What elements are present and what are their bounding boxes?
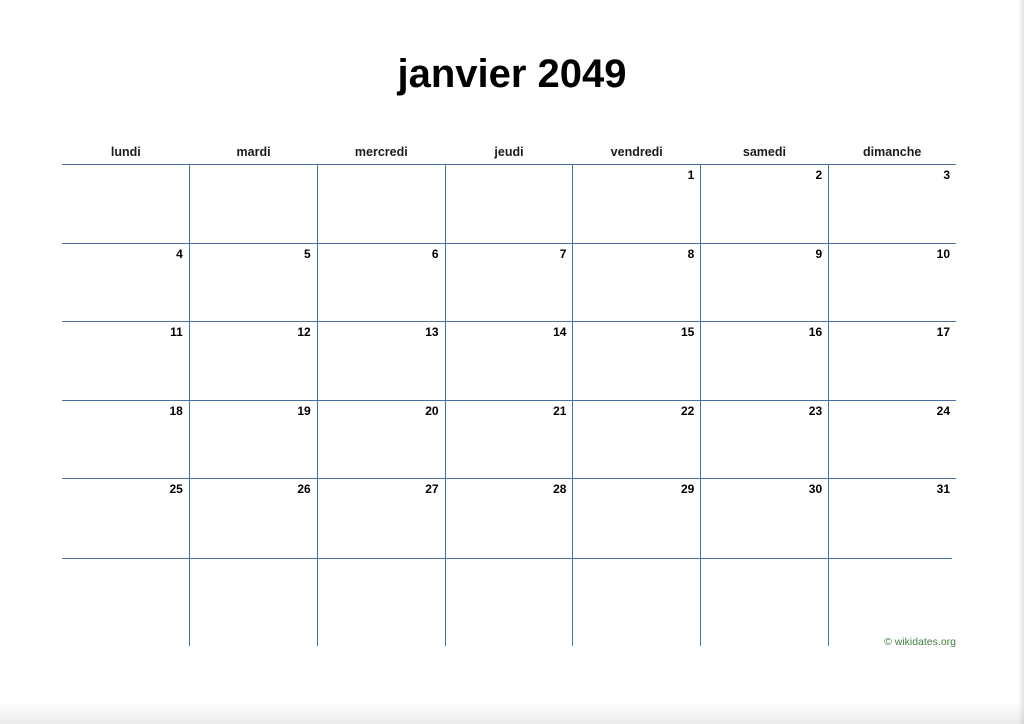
calendar-day-cell[interactable]: [829, 479, 956, 558]
weekday-label-friday: vendredi: [610, 145, 663, 159]
calendar-trailing-top-rule: [62, 558, 952, 559]
day-number: 26: [297, 482, 311, 496]
day-number: 30: [808, 482, 823, 496]
calendar-day-cell[interactable]: [573, 401, 701, 479]
weekday-label-wednesday: mercredi: [354, 145, 408, 159]
day-number: 7: [559, 246, 567, 261]
calendar-trailing-week-row: [62, 558, 956, 646]
calendar-week-row: [62, 165, 956, 244]
source-credit: © wikidates.org: [884, 636, 956, 648]
calendar-day-cell[interactable]: [573, 165, 701, 243]
calendar-day-cell[interactable]: [62, 165, 190, 243]
calendar-week-row: [62, 322, 956, 401]
day-number: 8: [687, 246, 695, 261]
day-number: 15: [680, 325, 695, 339]
calendar-day-cell[interactable]: [62, 401, 190, 479]
calendar-day-cell[interactable]: [446, 244, 574, 322]
calendar-day-cell[interactable]: [318, 322, 446, 400]
calendar-week-row: [62, 244, 956, 323]
day-number: 20: [425, 403, 439, 418]
calendar-day-cell[interactable]: [190, 322, 318, 400]
calendar-grid: [62, 164, 956, 646]
day-number: 6: [431, 246, 439, 261]
calendar-day-cell[interactable]: [190, 479, 318, 558]
calendar-day-cell[interactable]: [573, 322, 701, 400]
calendar-day-cell[interactable]: [701, 244, 829, 322]
calendar-week-row: [62, 479, 956, 558]
day-number: 19: [297, 403, 311, 418]
weekday-label-sunday: dimanche: [862, 145, 922, 159]
day-number: 31: [936, 482, 951, 496]
weekday-label-thursday: jeudi: [494, 145, 524, 159]
calendar-day-cell[interactable]: [62, 322, 190, 400]
day-number: 2: [815, 168, 823, 182]
calendar-day-cell[interactable]: [318, 244, 446, 322]
calendar-day-cell[interactable]: [701, 558, 829, 646]
day-number: 11: [170, 325, 183, 339]
day-number: 4: [176, 246, 183, 261]
calendar-day-cell[interactable]: [446, 165, 574, 243]
weekday-label-monday: lundi: [110, 145, 141, 159]
calendar-day-cell[interactable]: [318, 479, 446, 558]
page-edge-shadow-bottom: [0, 702, 1024, 724]
calendar-week-row: [62, 401, 956, 480]
day-number: 14: [553, 325, 567, 339]
calendar-day-cell[interactable]: [573, 244, 701, 322]
calendar-day-cell[interactable]: [446, 558, 574, 646]
day-number: 21: [553, 403, 567, 418]
day-number: 29: [680, 482, 695, 496]
day-number: 27: [425, 482, 439, 496]
calendar-day-cell[interactable]: [573, 479, 701, 558]
day-number: 24: [936, 403, 951, 418]
day-number: 12: [297, 325, 311, 339]
day-number: 25: [169, 482, 183, 496]
weekday-label-tuesday: mardi: [236, 145, 271, 159]
calendar-day-cell[interactable]: [829, 244, 956, 322]
calendar-day-cell[interactable]: [446, 322, 574, 400]
calendar-day-cell[interactable]: [62, 558, 190, 646]
day-number: 9: [815, 246, 823, 261]
day-number: 17: [936, 325, 951, 339]
calendar-day-cell[interactable]: [446, 479, 574, 558]
day-number: 28: [553, 482, 567, 496]
calendar-day-cell[interactable]: [318, 401, 446, 479]
calendar-day-cell[interactable]: [446, 401, 574, 479]
month-calendar: [62, 140, 956, 646]
day-number: 13: [425, 325, 439, 339]
day-number: 23: [808, 403, 823, 418]
page-edge-shadow-right: [1018, 0, 1024, 724]
calendar-day-cell[interactable]: [829, 165, 956, 243]
calendar-day-cell[interactable]: [190, 165, 318, 243]
calendar-day-cell[interactable]: [62, 479, 190, 558]
day-number: 18: [169, 403, 183, 418]
day-number: 10: [936, 246, 951, 261]
calendar-day-cell[interactable]: [829, 322, 956, 400]
calendar-day-cell[interactable]: [701, 322, 829, 400]
calendar-day-cell[interactable]: [190, 244, 318, 322]
calendar-day-cell[interactable]: [829, 401, 956, 479]
calendar-day-cell[interactable]: [701, 165, 829, 243]
calendar-day-cell[interactable]: [318, 165, 446, 243]
page-title: janvier 2049: [397, 52, 627, 96]
calendar-day-cell[interactable]: [701, 401, 829, 479]
calendar-day-cell[interactable]: [190, 558, 318, 646]
day-number: 16: [808, 325, 823, 339]
day-number: 3: [943, 168, 951, 182]
day-number: 5: [304, 246, 311, 261]
calendar-day-cell[interactable]: [829, 558, 956, 646]
calendar-day-cell[interactable]: [318, 558, 446, 646]
day-number: 22: [680, 403, 695, 418]
weekday-header-row: [62, 140, 956, 164]
calendar-day-cell[interactable]: [190, 401, 318, 479]
weekday-label-saturday: samedi: [742, 145, 786, 159]
day-number: 1: [687, 168, 695, 182]
calendar-day-cell[interactable]: [62, 244, 190, 322]
calendar-day-cell[interactable]: [573, 558, 701, 646]
calendar-day-cell[interactable]: [701, 479, 829, 558]
